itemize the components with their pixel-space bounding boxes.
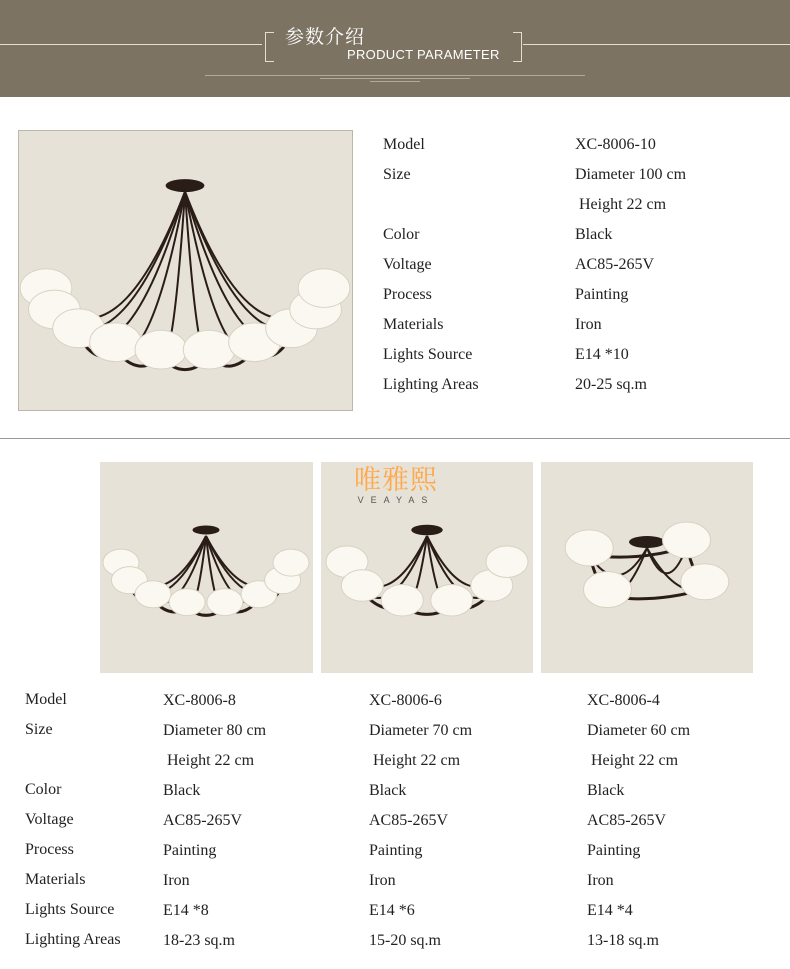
banner-fine-print-decoration: [205, 73, 585, 87]
value-model: XC-8006-6: [369, 692, 442, 709]
value-lights-source: E14 *8: [163, 902, 209, 919]
variant-4-spec-values: [587, 686, 690, 956]
glass-shade-10: [135, 330, 187, 369]
value-lights-source: E14 *10: [575, 346, 629, 363]
value-lighting-areas: 18-23 sq.m: [163, 932, 235, 949]
canopy-8: [193, 526, 220, 535]
section-divider: [0, 438, 790, 439]
value-lighting-areas: 13-18 sq.m: [587, 932, 659, 949]
canopy-10: [166, 179, 205, 192]
glass-shade-4: [681, 564, 729, 600]
brand-logo-cn: 唯雅熙: [354, 465, 438, 496]
label-color: Color: [25, 781, 62, 798]
glass-shade-8: [207, 589, 243, 616]
value-diameter: Diameter 60 cm: [587, 722, 691, 739]
value-color: Black: [163, 782, 201, 799]
glass-shade-4: [565, 530, 613, 566]
banner-line-right: [523, 44, 790, 45]
variant-8-spec-values: [163, 686, 266, 956]
value-diameter: Diameter 80 cm: [163, 722, 267, 739]
label-lights-source: Lights Source: [25, 901, 115, 918]
value-color: Black: [575, 226, 613, 243]
value-voltage: AC85-265V: [587, 812, 667, 829]
glass-shade-6: [431, 584, 473, 616]
value-process: Painting: [575, 286, 629, 303]
header-banner: [0, 0, 790, 97]
label-lights-source: Lights Source: [383, 346, 473, 363]
label-size: Size: [383, 166, 411, 183]
value-voltage: AC85-265V: [575, 256, 655, 273]
glass-shade-8: [169, 589, 205, 616]
value-height: Height 22 cm: [163, 752, 255, 769]
product-photo-10-lights: [18, 130, 353, 411]
value-color: Black: [587, 782, 625, 799]
label-process: Process: [383, 286, 432, 303]
label-materials: Materials: [25, 871, 86, 888]
value-voltage: AC85-265V: [163, 812, 243, 829]
chandelier-4-image: [541, 462, 753, 673]
label-voltage: Voltage: [383, 256, 432, 273]
variant-6-spec-values: [369, 686, 472, 956]
brand-logo: [341, 458, 451, 505]
glass-shade-6: [381, 584, 423, 616]
main-spec-values: [575, 130, 686, 400]
label-lighting-areas: Lighting Areas: [383, 376, 479, 393]
glass-shade-8: [273, 549, 309, 576]
value-lighting-areas: 20-25 sq.m: [575, 376, 647, 393]
chandelier-10-image: [19, 131, 352, 410]
product-photo-8-lights: [100, 462, 313, 673]
header-title-en: PRODUCT PARAMETER: [347, 47, 500, 62]
glass-shade-8: [135, 581, 171, 608]
value-diameter: Diameter 70 cm: [369, 722, 473, 739]
glass-shade-10: [298, 269, 350, 308]
value-model: XC-8006-4: [587, 692, 660, 709]
value-lights-source: E14 *4: [587, 902, 633, 919]
glass-shade-10: [183, 330, 235, 369]
value-color: Black: [369, 782, 407, 799]
value-height: Height 22 cm: [369, 752, 461, 769]
value-height: Height 22 cm: [587, 752, 679, 769]
label-size-cont: [383, 190, 479, 220]
label-materials: Materials: [383, 316, 444, 333]
value-model: XC-8006-8: [163, 692, 236, 709]
label-color: Color: [383, 226, 420, 243]
canopy-6: [411, 525, 443, 536]
banner-bracket-left: [265, 32, 274, 62]
label-size: Size: [25, 721, 53, 738]
label-size-cont: [25, 745, 121, 775]
banner-bracket-right: [513, 32, 522, 62]
label-lighting-areas: Lighting Areas: [25, 931, 121, 948]
label-voltage: Voltage: [25, 811, 74, 828]
value-voltage: AC85-265V: [369, 812, 449, 829]
glass-shade-4: [663, 522, 711, 558]
chandelier-8-image: [100, 462, 313, 673]
label-process: Process: [25, 841, 74, 858]
value-materials: Iron: [587, 872, 614, 889]
canopy-4: [629, 536, 665, 548]
value-materials: Iron: [575, 316, 602, 333]
value-height: Height 22 cm: [575, 196, 667, 213]
value-materials: Iron: [163, 872, 190, 889]
glass-shade-6: [486, 546, 528, 578]
value-diameter: Diameter 100 cm: [575, 166, 687, 183]
label-model: Model: [383, 136, 425, 153]
value-materials: Iron: [369, 872, 396, 889]
value-lighting-areas: 15-20 sq.m: [369, 932, 441, 949]
value-lights-source: E14 *6: [369, 902, 415, 919]
glass-shade-4: [583, 572, 631, 608]
header-title-cn: 参数介绍: [285, 26, 366, 48]
value-process: Painting: [369, 842, 423, 859]
glass-shade-6: [341, 570, 383, 602]
value-model: XC-8006-10: [575, 136, 656, 153]
banner-line-left: [0, 44, 262, 45]
product-photo-4-lights: [541, 462, 753, 673]
label-model: Model: [25, 691, 67, 708]
value-process: Painting: [163, 842, 217, 859]
glass-shade-10: [90, 323, 142, 362]
brand-logo-en: VEAYAS: [357, 495, 435, 505]
variant-spec-labels: [25, 685, 121, 955]
main-spec-labels: [383, 130, 479, 400]
value-process: Painting: [587, 842, 641, 859]
